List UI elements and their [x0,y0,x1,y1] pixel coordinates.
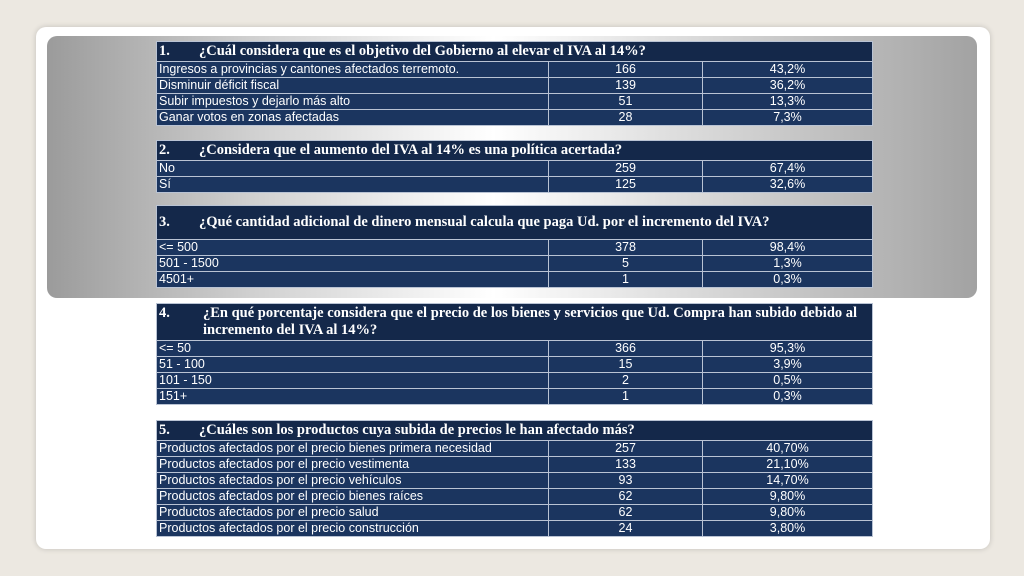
table-row [157,94,873,110]
table-row [157,256,873,272]
answer-label: Disminuir déficit fiscal [157,78,549,94]
answer-count: 5 [549,256,703,272]
answer-label: Ingresos a provincias y cantones afectados terremoto. [157,62,549,78]
answer-percent: 67,4% [703,161,873,177]
question-text: ¿En qué porcentaje considera que el precio de los bienes y servicios que Ud. Compra han subido debido al incremento del IVA al 14%? [203,305,858,338]
question-number: 5. [159,422,170,438]
answer-label: No [157,161,549,177]
table-row [157,389,873,405]
answer-label: 51 - 100 [157,357,549,373]
answer-label: <= 50 [157,341,549,357]
table-row [157,240,873,256]
table-row [157,161,873,177]
question-table-5 [156,420,873,537]
table-row [157,489,873,505]
answer-percent: 1,3% [703,256,873,272]
answer-percent: 0,5% [703,373,873,389]
table-row [157,505,873,521]
answer-label: Productos afectados por el precio bienes primera necesidad [157,441,549,457]
answer-count: 166 [549,62,703,78]
answer-percent: 3,80% [703,521,873,537]
question-header [157,42,873,62]
answer-count: 366 [549,341,703,357]
answer-percent: 40,70% [703,441,873,457]
answer-count: 28 [549,110,703,126]
answer-percent: 0,3% [703,272,873,288]
question-number: 2. [159,142,170,158]
answer-label: Productos afectados por el precio vehículos [157,473,549,489]
question-table-1 [156,41,873,126]
table-row [157,177,873,193]
question-text: ¿Qué cantidad adicional de dinero mensual calcula que paga Ud. por el incremento del IVA? [199,214,770,230]
question-number: 1. [159,43,170,59]
answer-percent: 0,3% [703,389,873,405]
question-header [157,421,873,441]
answer-count: 378 [549,240,703,256]
answer-count: 93 [549,473,703,489]
question-number: 3. [159,214,170,230]
answer-count: 257 [549,441,703,457]
table-row [157,78,873,94]
answer-percent: 43,2% [703,62,873,78]
question-table-2 [156,140,873,193]
answer-percent: 13,3% [703,94,873,110]
answer-percent: 36,2% [703,78,873,94]
table-row [157,441,873,457]
answer-percent: 21,10% [703,457,873,473]
answer-label: Ganar votos en zonas afectadas [157,110,549,126]
table-row [157,272,873,288]
answer-count: 62 [549,489,703,505]
answer-count: 62 [549,505,703,521]
answer-label: Sí [157,177,549,193]
answer-label: Productos afectados por el precio bienes raíces [157,489,549,505]
question-header [157,304,873,341]
answer-count: 24 [549,521,703,537]
answer-percent: 9,80% [703,489,873,505]
answer-count: 1 [549,272,703,288]
answer-percent: 14,70% [703,473,873,489]
answer-count: 125 [549,177,703,193]
answer-label: Productos afectados por el precio salud [157,505,549,521]
question-table-3 [156,205,873,288]
question-header [157,141,873,161]
answer-percent: 95,3% [703,341,873,357]
answer-percent: 3,9% [703,357,873,373]
answer-percent: 98,4% [703,240,873,256]
answer-percent: 9,80% [703,505,873,521]
answer-label: 101 - 150 [157,373,549,389]
answer-percent: 32,6% [703,177,873,193]
question-table-4 [156,303,873,405]
answer-label: 151+ [157,389,549,405]
question-text: ¿Cuáles son los productos cuya subida de precios le han afectado más? [199,422,635,438]
answer-count: 51 [549,94,703,110]
question-number: 4. [159,305,170,321]
table-row [157,62,873,78]
answer-label: Productos afectados por el precio construcción [157,521,549,537]
table-row [157,373,873,389]
answer-count: 1 [549,389,703,405]
answer-count: 2 [549,373,703,389]
question-header [157,206,873,240]
answer-count: 133 [549,457,703,473]
table-row [157,110,873,126]
answer-count: 139 [549,78,703,94]
question-text: ¿Cuál considera que es el objetivo del Gobierno al elevar el IVA al 14%? [199,43,646,59]
answer-label: Subir impuestos y dejarlo más alto [157,94,549,110]
answer-percent: 7,3% [703,110,873,126]
table-row [157,357,873,373]
table-row [157,457,873,473]
answer-label: <= 500 [157,240,549,256]
answer-count: 259 [549,161,703,177]
answer-label: 501 - 1500 [157,256,549,272]
answer-count: 15 [549,357,703,373]
table-row [157,521,873,537]
question-text: ¿Considera que el aumento del IVA al 14% es una política acertada? [199,142,623,158]
table-row [157,473,873,489]
answer-label: 4501+ [157,272,549,288]
answer-label: Productos afectados por el precio vestimenta [157,457,549,473]
table-row [157,341,873,357]
